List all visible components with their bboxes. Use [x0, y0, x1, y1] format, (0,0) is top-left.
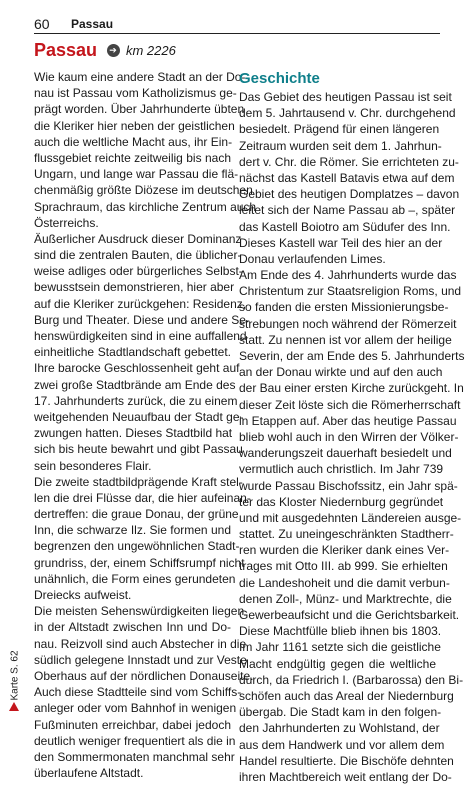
- river-km: km 2226: [125, 43, 176, 58]
- text-line: strebungen noch während der Römerzeit: [239, 316, 457, 331]
- section-title-row: [34, 40, 176, 64]
- text-line: unähnlich, die Form eines gerundeten: [34, 571, 236, 586]
- text-line: einheitliche Stadtlandschaft gebettet.: [34, 345, 231, 360]
- page-number: 60: [34, 16, 50, 32]
- text-line: 17. Jahrhunderts zurück, die zu einem: [34, 393, 238, 408]
- text-line: henswürdigkeiten sind in eine auffallend: [34, 329, 247, 343]
- text-line: dert v. Chr. die Römer. Sie errichteten zu-: [239, 154, 459, 169]
- left-column: [34, 69, 257, 781]
- text-line: stattet. Zu uneingeschränkten Stadtherr-: [239, 527, 454, 542]
- text-line: trages mit Otto III. ab 999. Sie erhielten: [239, 559, 448, 574]
- text-line: begrenzen den ungewöhnlichen Stadt-: [34, 539, 240, 554]
- text-line: übergab. Die Stadt kam in den folgen-: [239, 705, 442, 720]
- text-line: besiedelt. Prägend für einen längeren: [239, 122, 440, 137]
- text-line: das Kastell Boiotro am Südufer des Inn.: [239, 219, 451, 234]
- text-line: Sprachraum, das kirchliche Zentrum auch: [34, 199, 257, 214]
- text-line: in der Altstadt zwischen Inn und Do-: [34, 620, 231, 635]
- text-line: in Etappen auf. Aber das heutige Passau: [239, 413, 457, 428]
- text-line: den Sommermonaten manchmal sehr: [34, 749, 235, 764]
- text-line: nau. Reizvoll sind auch Abstecher in die: [34, 636, 247, 651]
- running-header: [34, 14, 440, 34]
- text-line: Gebiet des heutigen Domplatzes – davon: [239, 187, 460, 202]
- text-line: statt. Zu nennen ist vor allem der heilige: [239, 332, 452, 347]
- text-line: Österreichs.: [34, 215, 99, 230]
- text-line: durch, da Friedrich I. (Barbarossa) den Bi-: [239, 672, 464, 687]
- text-line: Dieses Kastell war Teil des hier an der: [239, 235, 443, 250]
- text-line: prägt worden. Über Jahrhunderte übten: [34, 102, 245, 117]
- text-line: sich bis heute bewahrt und gibt Passau: [34, 442, 243, 457]
- text-line: Im Jahr 1161 setzte sich die geistliche: [239, 640, 441, 655]
- text-line: Gewerbeaufsicht und die Gerichtsbarkeit.: [239, 608, 460, 622]
- header-rule: [34, 33, 440, 34]
- text-line: Macht endgültig gegen die weltliche: [239, 656, 436, 671]
- history-heading: Geschichte: [239, 70, 320, 87]
- text-line: weitgehenden Neuaufbau der Stadt ge-: [34, 409, 244, 424]
- text-line: grundriss, der, einem Schiffsrumpf nicht: [34, 555, 245, 570]
- text-line: sind die zentralen Bauten, die üblicher-: [34, 248, 242, 263]
- triangle-up-icon: [9, 702, 19, 711]
- text-line: aus dem Handwerk und vor allem dem: [239, 737, 445, 752]
- text-line: so fanden die ersten Missionierungsbe-: [239, 300, 449, 315]
- text-line: nau ist Passau vom Katholizismus ge-: [34, 86, 237, 101]
- text-line: Severin, der am Ende des 5. Jahrhunderts: [239, 349, 465, 363]
- text-line: blieb wohl auch in den Wirren der Völker-: [239, 429, 459, 444]
- text-line: Am Ende des 4. Jahrhunderts wurde das: [239, 268, 457, 283]
- text-line: auch die weltliche Macht aus, ihr Ein-: [34, 134, 233, 149]
- text-line: zwungen hatten. Dieses Stadtbild hat: [34, 426, 233, 441]
- text-line: Ihre barocke Geschlossenheit geht auf: [34, 361, 240, 376]
- text-line: weise adliges oder bürgerliches Selbst-: [34, 264, 243, 279]
- text-line: den Jahrhunderten zu Wohlstand, der: [239, 721, 440, 736]
- text-line: die Kleriker hier neben der geistlichen: [34, 118, 235, 133]
- text-line: wurde Passau Bischofssitz, ein Jahr spä-: [239, 478, 458, 493]
- text-line: überlaufene Altstadt.: [34, 766, 144, 781]
- text-line: vermutlich auch christlich. Im Jahr 739: [239, 462, 444, 477]
- text-line: Oberhaus auf der nördlichen Donauseite.: [34, 668, 254, 683]
- text-line: dieser Zeit löste sich die Römerherrschaft: [239, 397, 461, 412]
- text-line: Auch diese Stadtteile sind vom Schiffs-: [34, 685, 242, 700]
- text-line: Diese Machtfülle blieb ihnen bis 1803.: [239, 624, 442, 639]
- arrow-right-circle-icon: ➔: [107, 44, 120, 57]
- text-line: denen Zoll-, Münz- und Marktrechte, die: [239, 591, 452, 606]
- text-line: Äußerlicher Ausdruck dieser Dominanz: [34, 231, 242, 246]
- text-line: dertreffen: die graue Donau, der grüne: [34, 507, 239, 522]
- text-line: schöfen auch das Areal der Niedernburg: [239, 688, 454, 703]
- text-line: nächst das Kastell Batavis etwa auf dem: [239, 170, 455, 185]
- text-line: Burg und Theater. Diese und andere Se-: [34, 312, 250, 327]
- text-line: auf die Kleriker zurückgehen: Residenz,: [34, 296, 247, 311]
- text-line: len die drei Flüsse dar, die hier aufeinan-: [34, 490, 251, 505]
- running-title: Passau: [71, 17, 114, 31]
- map-reference: [8, 652, 22, 712]
- text-line: Zeitraum wurden seit dem 1. Jahrhun-: [239, 138, 442, 153]
- text-line: ren wurden die Kleriker dank eines Ver-: [239, 543, 450, 558]
- text-line: Handel resultierte. Die Bischöfe dehnten: [239, 753, 454, 768]
- text-line: leitet sich der Name Passau ab –, später: [239, 203, 456, 218]
- map-reference-text: Karte S. 62: [9, 650, 21, 701]
- text-line: Inn, die schwarze Ilz. Sie formen und: [34, 523, 231, 538]
- text-line: Donau verlaufenden Limes.: [239, 251, 386, 266]
- text-line: anleger oder vom Bahnhof in wenigen: [34, 701, 237, 716]
- history-text: [239, 89, 465, 785]
- text-line: der Bau einer ersten Kirche zurückgeht. In: [239, 381, 464, 396]
- text-line: wanderungszeit dauerhaft besiedelt und: [239, 446, 452, 461]
- text-line: Ungarn, und lange war Passau die flä-: [34, 167, 239, 182]
- text-line: deutlich weniger frequentiert als die in: [34, 733, 236, 748]
- text-line: und mit ausgedehnten Ländereien ausge-: [239, 510, 462, 525]
- text-line: Fußminuten erreichbar, dabei jedoch: [34, 717, 231, 732]
- text-line: Wie kaum eine andere Stadt an der Do-: [34, 70, 246, 84]
- text-line: bewusstsein demonstrieren, hier aber: [34, 280, 235, 295]
- text-line: Die meisten Sehenswürdigkeiten liegen: [34, 604, 245, 619]
- text-line: Das Gebiet des heutigen Passau ist seit: [239, 90, 452, 104]
- section-title: Passau: [34, 40, 98, 60]
- text-line: Christentum zur Staatsreligion Roms, und: [239, 284, 462, 299]
- text-line: sein besonderes Flair.: [34, 458, 152, 473]
- text-line: flussgebiet reichte zeitweilig bis nach: [34, 150, 231, 165]
- text-line: zwei große Stadtbrände am Ende des: [34, 377, 236, 392]
- text-line: die Landeshoheit und die damit verbun-: [239, 575, 450, 590]
- text-line: dem 5. Jahrtausend v. Chr. durchgehend: [239, 106, 456, 121]
- text-line: ter das Kloster Niedernburg gegründet: [239, 494, 444, 509]
- text-line: Dreiecks aufweist.: [34, 588, 132, 602]
- text-line: an der Donau wirkte und auf den auch: [239, 365, 443, 380]
- text-line: ihren Machtbereich weit entlang der Do-: [239, 769, 452, 784]
- text-line: Die zweite stadtbildprägende Kraft stel-: [34, 474, 243, 489]
- right-column: [239, 69, 465, 785]
- text-line: chenmäßig größte Diözese im deutschen: [34, 183, 253, 198]
- text-line: südlich gelegene Innstadt und zur Veste: [34, 652, 247, 667]
